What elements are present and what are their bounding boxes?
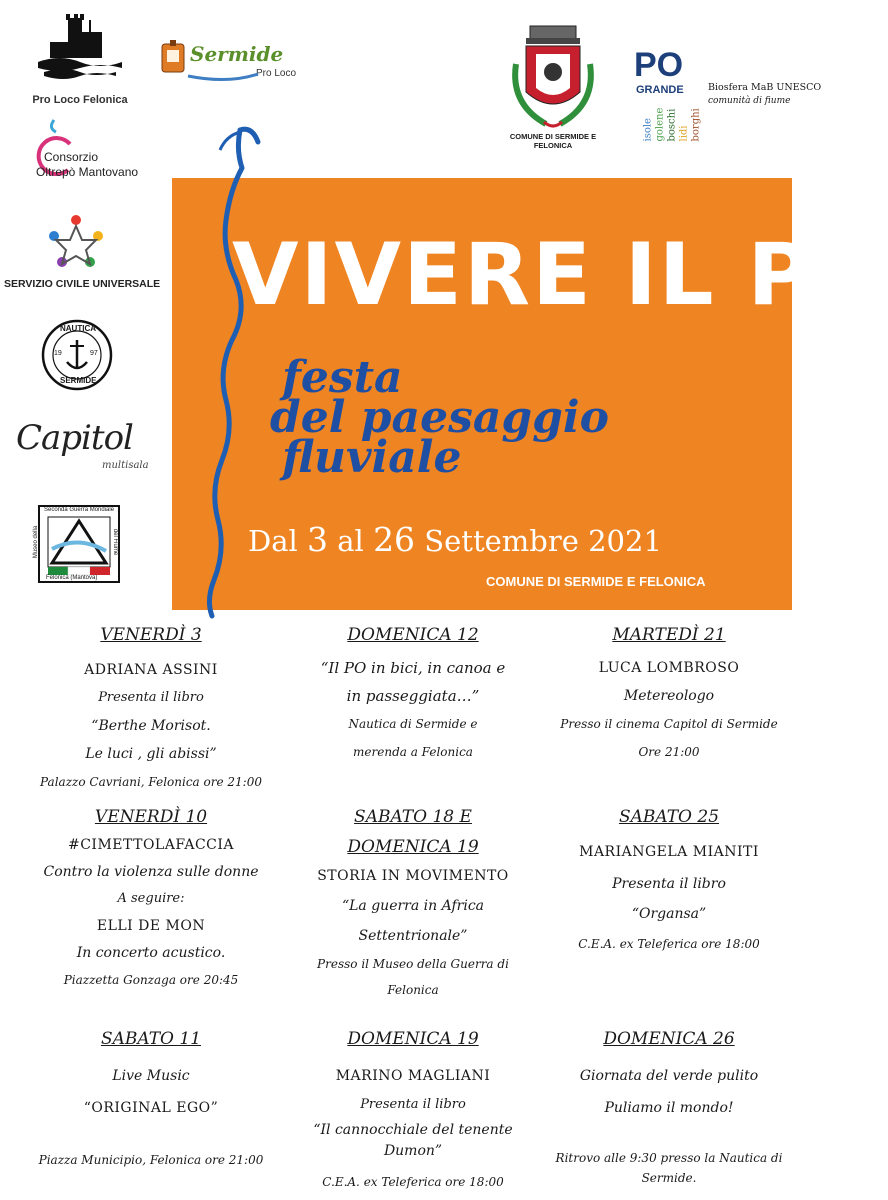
museo-emblem-icon (38, 505, 120, 583)
event-line: Palazzo Cavriani, Felonica ore 21:00 (40, 775, 262, 789)
main-title: VIVERE IL PO (232, 225, 888, 325)
event-line: Piazzetta Gonzaga ore 20:45 (63, 973, 239, 987)
event-day: DOMENICA 19 (347, 837, 479, 857)
event-line: C.E.A. ex Teleferica ore 18:00 (322, 1175, 504, 1189)
event-line: Felonica (387, 983, 439, 997)
castle-icon (30, 10, 130, 90)
po-word-1: isole (642, 118, 654, 142)
event-day: VENERDÌ 3 (100, 625, 202, 645)
comune-stemma-logo (496, 24, 610, 154)
biosfera-sub-label: comunità di fiume (708, 96, 791, 106)
museo-left-text: Museo della (33, 525, 40, 559)
dates-suffix: Settembre 2021 (415, 524, 662, 558)
event-line: MARINO MAGLIANI (335, 1068, 491, 1084)
event-domenica-12 (278, 620, 548, 766)
dates-day-1: 3 (307, 520, 329, 559)
consorzio-line-1: Consorzio (44, 150, 99, 164)
event-domenica-26 (534, 1024, 804, 1188)
event-line: Ritrovo alle 9:30 presso la Nautica di (555, 1151, 783, 1165)
event-line: Puliamo il mondo! (604, 1100, 734, 1116)
event-line: Presso il Museo della Guerra di (317, 957, 509, 971)
event-line: Ore 21:00 (638, 745, 700, 759)
event-day: VENERDÌ 10 (94, 807, 208, 827)
servizio-civile-label: SERVIZIO CIVILE UNIVERSALE (4, 278, 161, 290)
event-line: C.E.A. ex Teleferica ore 18:00 (578, 937, 760, 951)
event-line: “Organsa” (631, 906, 707, 922)
event-line: merenda a Felonica (353, 745, 473, 759)
event-line: STORIA IN MOVIMENTO (317, 868, 509, 884)
event-martedi-21 (534, 620, 804, 766)
event-line: Metereologo (623, 688, 715, 704)
pro-loco-felonica-logo (30, 10, 130, 112)
event-venerdi-3 (16, 620, 286, 796)
po-grande-title: PO (634, 46, 684, 84)
capitol-logo (16, 418, 156, 482)
event-line: “La guerra in Africa (341, 898, 485, 914)
dates-prefix: Dal (248, 524, 308, 558)
event-line: Le luci , gli abissi” (85, 746, 217, 762)
museo-right-text: del Fiume (112, 528, 119, 556)
event-line: Presso il cinema Capitol di Sermide (560, 717, 778, 731)
event-line: ELLI DE MON (96, 918, 206, 934)
subtitle-line-1: festa (282, 352, 403, 403)
event-day: MARTEDÌ 21 (612, 625, 726, 645)
po-word-5: borghi (690, 108, 702, 142)
crest-icon (160, 40, 186, 80)
event-day: DOMENICA 12 (347, 625, 479, 645)
event-line: #CIMETTOLAFACCIA (67, 837, 235, 853)
event-line: Contro la violenza sulle donne (43, 864, 259, 880)
star-people-icon (46, 212, 106, 272)
event-line: ADRIANA ASSINI (84, 662, 218, 678)
swoosh-icon (188, 70, 308, 84)
nautica-bottom-text: SERMIDE (60, 376, 97, 385)
capitol-sub-label: multisala (102, 460, 149, 471)
event-line: Live Music (112, 1068, 190, 1084)
event-line: Presenta il libro (612, 876, 726, 892)
po-word-3: boschi (666, 108, 678, 142)
event-sabato-25 (534, 802, 804, 958)
event-day: SABATO 11 (100, 1029, 202, 1049)
museo-bottom-text: Felonica (Mantova) (46, 575, 98, 581)
museo-top-text: Seconda Guerra Mondiale (44, 507, 115, 513)
event-line: Sermide. (641, 1171, 697, 1185)
sermide-sub-label: Pro Loco (256, 68, 297, 79)
dates-day-2: 26 (373, 520, 416, 559)
po-word-4: lidi (678, 125, 690, 142)
dates-middle: al (328, 524, 374, 558)
event-domenica-19 (278, 1024, 548, 1196)
event-line: “ORIGINAL EGO” (83, 1100, 219, 1116)
event-line: Piazza Municipio, Felonica ore 21:00 (38, 1153, 264, 1167)
event-day: SABATO 18 E (354, 807, 472, 827)
event-line: Settentrionale” (358, 928, 468, 944)
event-line: “Il cannocchiale del tenente (313, 1122, 513, 1138)
event-day: SABATO 25 (618, 807, 720, 827)
event-line: “Il PO in bici, in canoa e (320, 659, 506, 677)
capitol-label: Capitol (16, 418, 133, 458)
event-line: Dumon” (383, 1143, 443, 1159)
po-grande-subtitle: GRANDE (636, 84, 684, 96)
event-dates (248, 520, 662, 559)
event-day: DOMENICA 19 (347, 1029, 479, 1049)
nautica-top-text: NAUTICA (60, 324, 96, 333)
event-line: Presenta il libro (360, 1097, 466, 1112)
nautica-year-left: 19 (54, 350, 62, 357)
consorzio-logo (30, 118, 160, 190)
event-sabato-11 (16, 1024, 286, 1174)
po-grande-logo (634, 46, 822, 148)
subtitle-line-2: del paesaggio (270, 392, 609, 443)
event-line: In concerto acustico. (76, 945, 226, 961)
subtitle (270, 352, 770, 483)
event-line: Nautica di Sermide e (348, 717, 478, 731)
museo-guerra-logo (33, 505, 120, 583)
event-line: “Berthe Morisot. (91, 718, 211, 734)
event-line: in passeggiata…” (346, 687, 480, 705)
pro-loco-felonica-label: Pro Loco Felonica (32, 94, 128, 106)
event-day: DOMENICA 26 (603, 1029, 735, 1049)
servizio-civile-logo (4, 212, 161, 292)
subtitle-line-3: fluviale (282, 432, 462, 483)
po-word-2: golene (654, 107, 666, 142)
event-line: A seguire: (117, 891, 185, 906)
sermide-pro-loco-logo (160, 38, 310, 88)
nautica-year-right: 97 (90, 350, 98, 357)
event-line: MARIANGELA MIANITI (579, 844, 759, 860)
biosfera-label: Biosfera MaB UNESCO (708, 82, 822, 93)
consorzio-line-2: Oltrepò Mantovano (36, 165, 139, 179)
event-venerdi-10 (16, 802, 286, 994)
event-sabato-18-domenica-19 (278, 802, 548, 1002)
event-line: LUCA LOMBROSO (598, 660, 740, 676)
event-line: Giornata del verde pulito (579, 1068, 759, 1084)
comune-stemma-label: COMUNE DI SERMIDE E FELONICA (509, 132, 597, 150)
event-line: Presenta il libro (98, 690, 204, 705)
nautica-sermide-logo (40, 318, 114, 392)
sermide-label: Sermide (190, 42, 284, 66)
comune-band-label: COMUNE DI SERMIDE E FELONICA (486, 574, 706, 589)
